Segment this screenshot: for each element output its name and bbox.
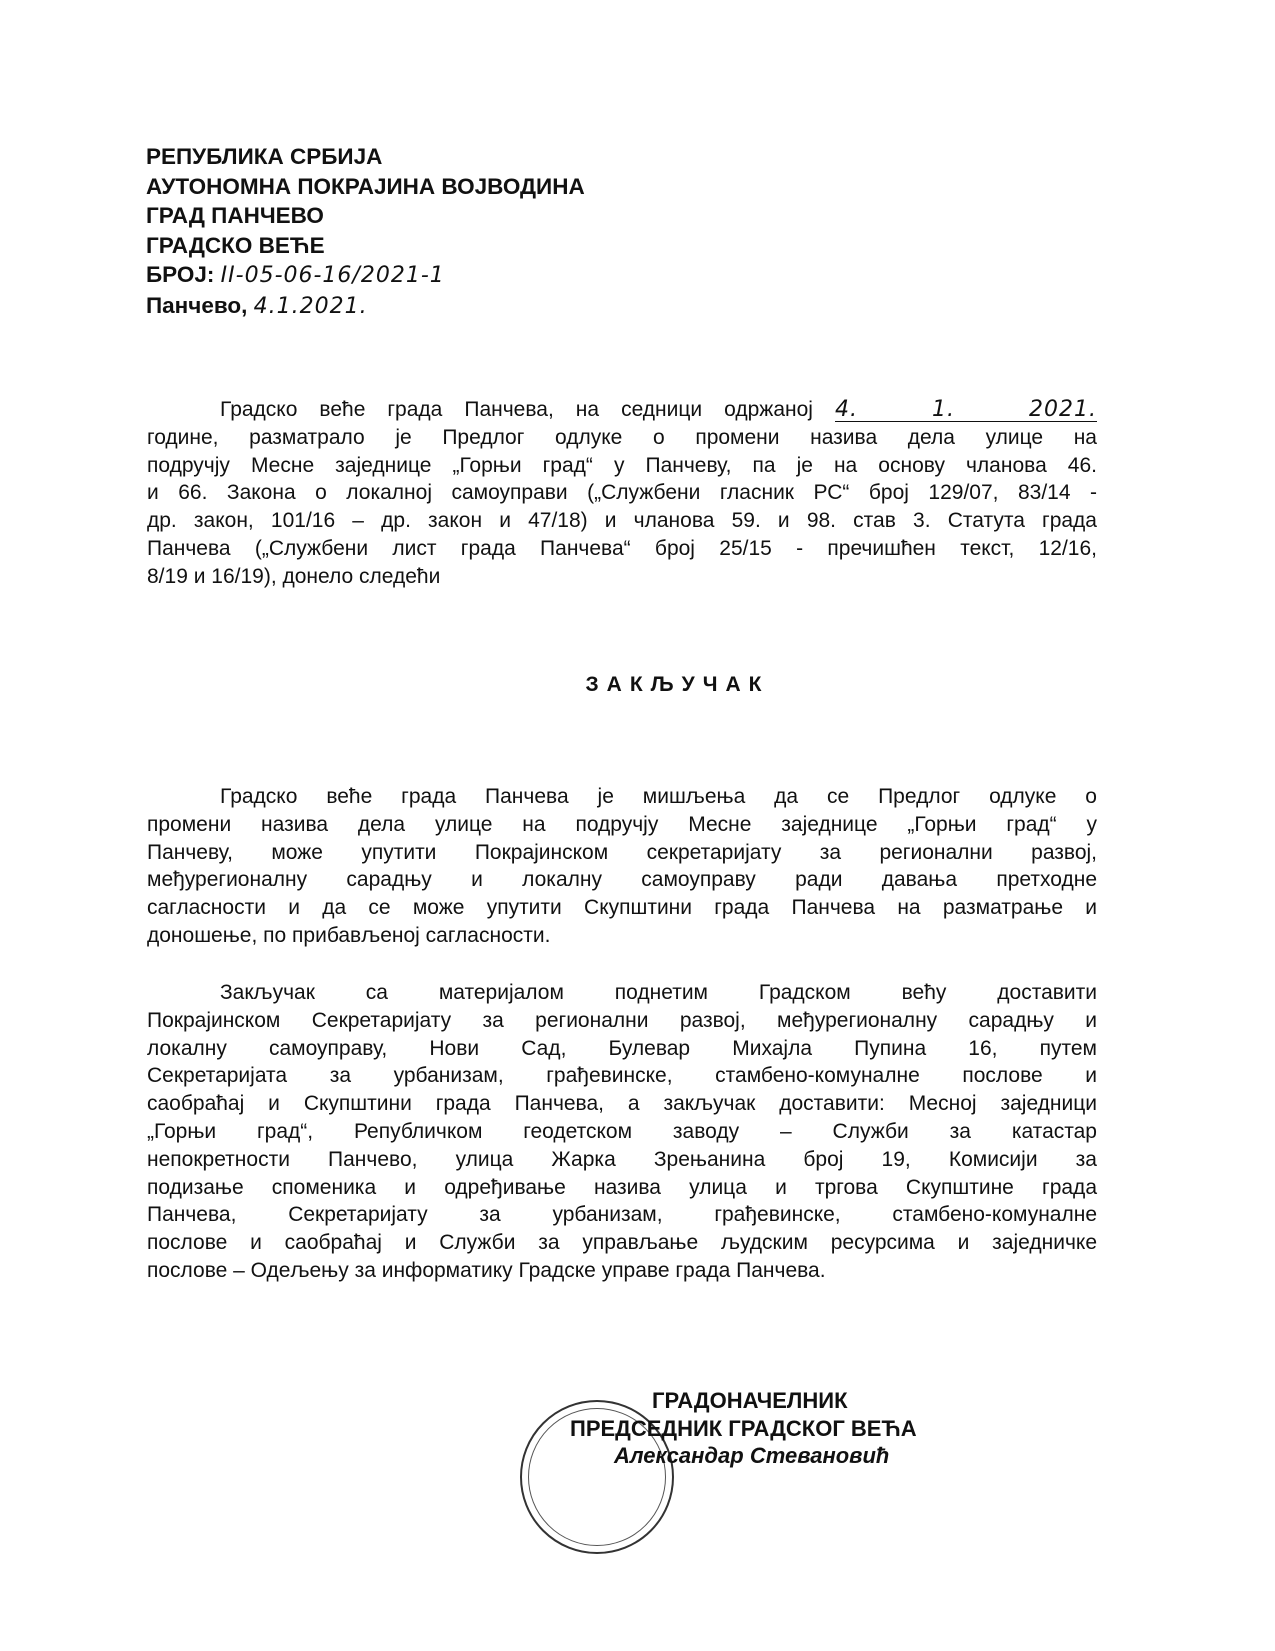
document-header — [146, 142, 585, 321]
text-line: Закључак са материјалом поднетим Градском већу доставити — [220, 981, 1097, 1004]
date-value: 4.1.2021. — [253, 293, 368, 319]
text-line — [147, 396, 1097, 424]
text-line: сагласности и да се може упутити Скупштини града Панчева на разматрање и — [147, 896, 1097, 920]
document-number — [146, 260, 585, 291]
text-line: и 66. Закона о локалној самоуправи („Службени гласник РС“ број 129/07, 83/14 - — [147, 481, 1097, 505]
text-line: Панчеву, може упутити Покрајинском секретаријату за регионални развој, — [147, 840, 1097, 864]
text-line: промени назива дела улице на подручју Месне заједнице „Горњи град“ у — [147, 812, 1097, 836]
text-line: подизање споменика и одређивање назива улица и тргова Скупштине града — [147, 1175, 1097, 1199]
paragraph-delivery — [147, 979, 1097, 1285]
header-line: РЕПУБЛИКА СРБИЈА — [146, 144, 383, 169]
session-date: 4. 1. 2021. — [835, 397, 1097, 422]
text-line: послове – Одељењу за информатику Градске управе града Панчева. — [147, 1258, 826, 1282]
text-line: Покрајинском Секретаријату за регионални развој, међурегионалну сарадњу и — [147, 1008, 1097, 1032]
text-line: Панчева, Секретаријату за урбанизам, грађевинске, стамбено-комуналне — [147, 1203, 1097, 1227]
number-value: II-05-06-16/2021-1 — [220, 263, 445, 288]
text: Градско веће града Панчева, на седници одржаној — [220, 398, 813, 421]
text-line: Секретаријата за урбанизам, грађевинске, стамбено-комуналне послове и — [147, 1064, 1097, 1088]
signature-title-president: ПРЕДСЕДНИК ГРАДСКОГ ВЕЋА — [570, 1416, 917, 1441]
signature-title-mayor: ГРАДОНАЧЕЛНИК — [652, 1388, 848, 1413]
text-line: 8/19 и 16/19), донело следећи — [147, 564, 441, 588]
text-line: године, разматрало је Предлог одлуке о промени назива дела улице на — [147, 425, 1097, 449]
paragraph-conclusion — [147, 783, 1097, 950]
text-line: „Горњи град“, Републичком геодетском заводу – Служби за катастар — [147, 1119, 1097, 1143]
document-title: ЗАКЉУЧАК — [585, 673, 770, 696]
text-line: доношење, по прибављеној сагласности. — [147, 923, 551, 947]
text-line: подручју Месне заједнице „Горњи град“ у Панчеву, па је на основу чланова 46. — [147, 453, 1097, 477]
paragraph-preamble — [147, 396, 1097, 591]
text-line: Панчева („Службени лист града Панчева“ број 25/15 - пречишћен текст, 12/16, — [147, 536, 1097, 560]
header-line: ГРАДСКО ВЕЋЕ — [146, 232, 325, 258]
text-line: саобраћај и Скупштини града Панчева, а закључак доставити: Месној заједници — [147, 1092, 1097, 1116]
text-line: непокретности Панчево, улица Жарка Зрењанина број 19, Комисији за — [147, 1147, 1097, 1171]
text-line: др. закон, 101/16 – др. закон и 47/18) и чланова 59. и 98. став 3. Статута града — [147, 509, 1097, 533]
document-place-date — [146, 291, 585, 322]
text-line: међурегионалну сарадњу и локалну самоуправу ради давања претходне — [147, 868, 1097, 892]
number-label: БРОЈ: — [146, 262, 215, 287]
header-line: АУТОНОМНА ПОКРАЈИНА ВОЈВОДИНА — [146, 173, 585, 199]
text-line: послове и саобраћај и Служби за управљање људским ресурсима и заједничке — [147, 1231, 1097, 1255]
text-line: локалну самоуправу, Нови Сад, Булевар Михајла Пупина 16, путем — [147, 1036, 1097, 1060]
header-line: ГРАД ПАНЧЕВО — [146, 203, 324, 228]
text-line: Градско веће града Панчева је мишљења да се Предлог одлуке о — [220, 785, 1097, 808]
place-label: Панчево, — [146, 292, 248, 318]
signatory-name: Александар Стевановић — [614, 1443, 890, 1468]
